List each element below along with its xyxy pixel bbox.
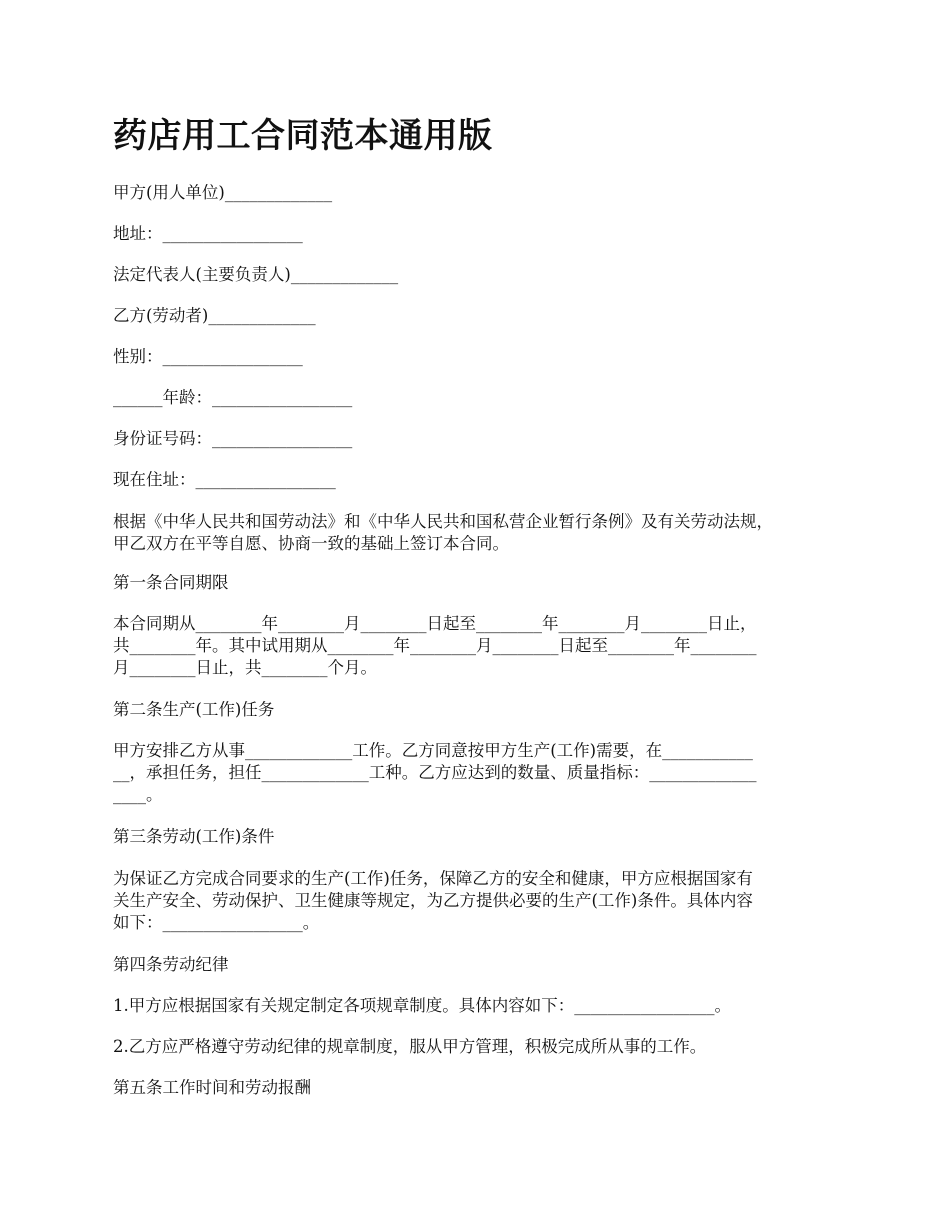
document-title: 药店用工合同范本通用版	[113, 116, 493, 156]
article-2-text-1: 甲方安排乙方从事_____________工作。乙方同意按甲方生产(工作)需要，在___________	[113, 741, 753, 760]
article-1-heading: 第一条合同期限	[113, 573, 229, 592]
article-1-text-1: 本合同期从________年________月________日起至________年________月________日止，	[113, 614, 757, 633]
article-2-text-2: __，承担任务，担任_____________工种。乙方应达到的数量、质量指标：_____________	[113, 763, 757, 782]
gender-line: 性别：_________________	[113, 347, 303, 366]
preamble-line-2: 甲乙双方在平等自愿、协商一致的基础上签订本合同。	[113, 534, 509, 553]
address-line: 地址：_________________	[113, 224, 303, 243]
age-line: ______年龄：_________________	[113, 388, 353, 407]
preamble-line-1: 根据《中华人民共和国劳动法》和《中华人民共和国私营企业暂行条例》及有关劳动法规，	[113, 512, 773, 531]
article-1-text-2: 共________年。其中试用期从________年________月________日起至________年________	[113, 636, 757, 655]
article-2-text-3: ____。	[113, 785, 163, 804]
article-2-heading: 第二条生产(工作)任务	[113, 700, 275, 719]
article-4-clause-1: 1.甲方应根据国家有关规定制定各项规章制度。具体内容如下：_________________。	[113, 996, 731, 1015]
article-5-heading: 第五条工作时间和劳动报酬	[113, 1078, 311, 1097]
id-number-line: 身份证号码：_________________	[113, 429, 353, 448]
party-a-line: 甲方(用人单位)_____________	[113, 183, 333, 202]
article-3-heading: 第三条劳动(工作)条件	[113, 827, 275, 846]
article-3-text-2: 关生产安全、劳动保护、卫生健康等规定，为乙方提供必要的生产(工作)条件。具体内容	[113, 891, 753, 910]
article-1-text-3: 月________日止，共________个月。	[113, 658, 377, 677]
article-4-heading: 第四条劳动纪律	[113, 955, 229, 974]
article-3-text-3: 如下：_________________。	[113, 913, 320, 932]
article-4-clause-2: 2.乙方应严格遵守劳动纪律的规章制度，服从甲方管理，积极完成所从事的工作。	[113, 1037, 707, 1056]
legal-representative-line: 法定代表人(主要负责人)_____________	[113, 265, 399, 284]
current-address-line: 现在住址：_________________	[113, 470, 336, 489]
party-b-line: 乙方(劳动者)_____________	[113, 306, 316, 325]
article-3-text-1: 为保证乙方完成合同要求的生产(工作)任务，保障乙方的安全和健康，甲方应根据国家有	[113, 869, 753, 888]
